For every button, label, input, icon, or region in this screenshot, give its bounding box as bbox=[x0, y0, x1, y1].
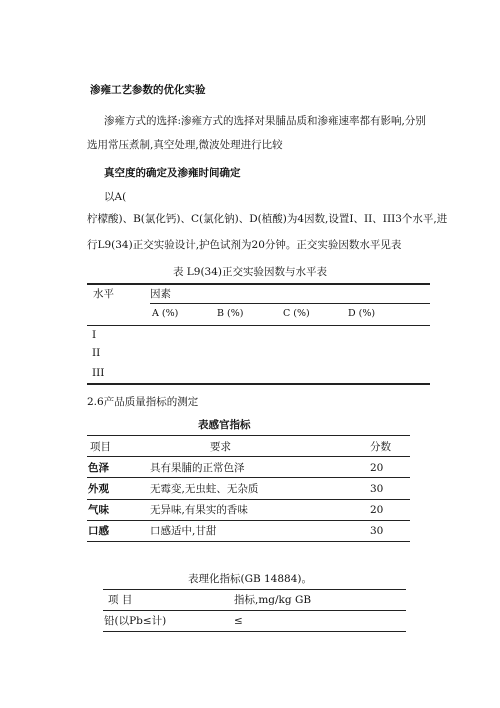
table-2-row-4-score: 30 bbox=[370, 525, 384, 537]
table-1-level-1: I bbox=[92, 329, 97, 341]
table-1-header-level: 水平 bbox=[93, 288, 114, 300]
table-3-header-rule bbox=[103, 610, 406, 611]
table-2-row-2-item: 外观 bbox=[88, 483, 109, 495]
table-1-caption: 表 L9(34)正交实验因数与水平表 bbox=[172, 266, 328, 278]
table-1-factor-rule bbox=[150, 303, 430, 304]
table-1-factor-c: C (%) bbox=[283, 308, 310, 319]
table-2-bottom-rule bbox=[87, 541, 410, 542]
table-2-row-4-item: 口感 bbox=[88, 525, 109, 537]
table-1-factor-b: B (%) bbox=[217, 308, 244, 319]
table-3-row-1-item: 铅(以Pb≤计) bbox=[104, 615, 167, 627]
table-2-row-1-item: 色泽 bbox=[88, 462, 109, 474]
table-1-level-3: III bbox=[92, 367, 105, 379]
table-1-header-factor: 因素 bbox=[150, 288, 171, 300]
table-2-row-2-score: 30 bbox=[370, 483, 384, 495]
table-2-row-3-rule bbox=[87, 520, 410, 521]
table-2-top-rule bbox=[87, 435, 410, 436]
table-1-bottom-rule bbox=[87, 383, 430, 385]
table-3-row-1-rule bbox=[103, 631, 406, 632]
section-title: 渗雍工艺参数的优化实验 bbox=[90, 84, 206, 96]
paragraph-1-line-2: 选用常压煮制,真空处理,微波处理进行比较 bbox=[87, 139, 283, 151]
table-2-caption: 表感官指标 bbox=[198, 419, 251, 431]
paragraph-2-line-3: 行L9(34)正交实验设计,护色试剂为20分钟。正交实验因数水平见表 bbox=[87, 239, 402, 251]
table-2-row-2-requirement: 无霉变,无虫蛀、无杂质 bbox=[150, 483, 259, 495]
table-2-row-3-item: 气味 bbox=[88, 504, 109, 516]
table-2-header-score: 分数 bbox=[370, 441, 391, 453]
table-1-top-rule bbox=[87, 283, 430, 285]
table-1-factor-a: A (%) bbox=[152, 308, 179, 319]
table-3-top-rule bbox=[103, 589, 406, 590]
table-2-row-3-requirement: 无异味,有果实的香味 bbox=[150, 504, 248, 516]
table-2-row-2-rule bbox=[87, 499, 410, 500]
table-2-row-1-score: 20 bbox=[370, 462, 384, 474]
table-2-row-4-requirement: 口感适中,甘甜 bbox=[150, 525, 217, 537]
table-2-header-item: 项目 bbox=[90, 441, 111, 453]
table-2-row-1-requirement: 具有果脯的正常色泽 bbox=[150, 462, 245, 474]
table-2-row-1-rule bbox=[87, 477, 410, 478]
paragraph-2-line-1: 以A( bbox=[104, 191, 127, 203]
subheading-vacuum: 真空度的确定及渗雍时间确定 bbox=[104, 167, 241, 179]
paragraph-1-line-1: 渗雍方式的选择:渗雍方式的选择对果脯品质和渗雍速率都有影响,分别 bbox=[104, 115, 426, 127]
table-2-header-requirement: 要求 bbox=[210, 441, 231, 453]
table-3-header-index: 指标,mg/kg GB bbox=[234, 594, 312, 606]
table-1-header-rule bbox=[87, 325, 430, 326]
table-3-header-item: 项 目 bbox=[108, 594, 133, 606]
table-2-header-rule bbox=[87, 456, 410, 457]
table-3-caption: 表理化指标(GB 14884)。 bbox=[187, 573, 313, 585]
section-2-6-title: 2.6产品质量指标的测定 bbox=[87, 396, 199, 408]
table-3-row-1-value: ≤ bbox=[234, 615, 243, 627]
paragraph-2-line-2: 柠檬酸)、B(氯化钙)、C(氯化钠)、D(植酸)为4因数,设置I、II、III3个水平,进 bbox=[87, 213, 448, 225]
table-1-level-2: II bbox=[92, 347, 101, 359]
table-2-row-3-score: 20 bbox=[370, 504, 384, 516]
table-1-factor-d: D (%) bbox=[348, 308, 376, 319]
